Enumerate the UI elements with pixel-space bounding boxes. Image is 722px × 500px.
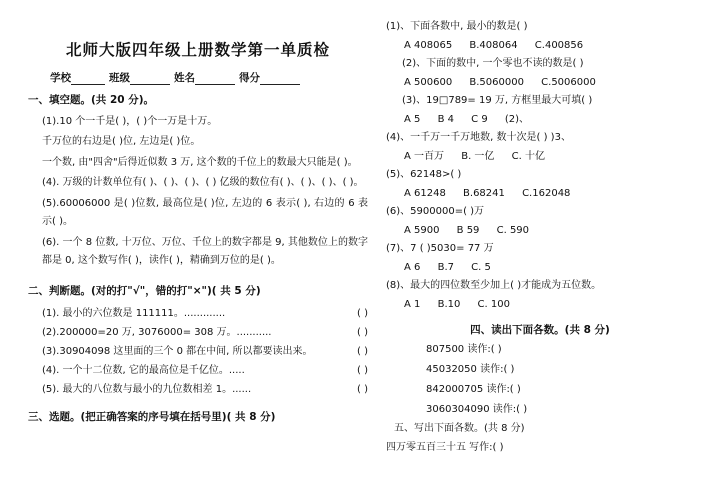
choice-2-option-a: A 500600 [404,76,453,88]
judge-item-3 [28,342,368,361]
choice-5-option-c: C.162048 [522,187,571,199]
choice-3-option-c: C 9 [471,113,488,125]
choice-item-6-options [386,222,694,241]
right-column [378,18,694,488]
judge-item-5 [28,380,368,399]
choice-8-option-a: A 1 [404,298,421,310]
fill-blank-item-6: (6). 一个 8 位数, 十万位、万位、千位上的数字都是 9, 其他数位上的数字都是 0, 这个数写作( )，读作( )，精确到万位的是( )。 [42,236,368,267]
choice-item-3-question: (3)、19□789= 19 万, 方框里最大可填( ) [402,95,593,106]
read-item-3: 842000705 读作:( ) [426,384,521,395]
choice-item-7-question: (7)、7 ( )5030= 77 万 [386,243,494,254]
judge-item-3-answer-blank: ( ) [357,345,368,357]
info-label-school: 学校 [50,72,71,84]
choice-6-option-a: A 5900 [404,224,440,236]
fill-blank-item-3: 一个数, 由"四舍"后得近似数 3 万, 这个数的千位上的数最大只能是( )。 [42,156,358,168]
judge-item-2-answer-blank: ( ) [357,326,368,338]
choice-2-option-c: C.5006000 [541,76,596,88]
judge-item-1-answer-blank: ( ) [357,307,368,319]
choice-item-5-question: (5)、62148>( ) [386,169,462,180]
choice-item-4-options [386,148,694,167]
fill-blank-item-2: 千万位的右边是( )位, 左边是( )位。 [42,136,201,148]
info-label-class: 班级 [109,72,130,84]
info-label-name: 姓名 [174,72,195,84]
choice-5-option-a: A 61248 [404,187,446,199]
judge-item-1 [28,304,368,323]
choice-item-3-options [386,111,694,130]
judge-item-3-text: (3).30904098 这里面的三个 0 都在中间, 所以都要读出来。 [42,345,313,357]
choice-6-option-b: B 59 [456,224,480,236]
info-blank-score [260,73,300,85]
choice-1-option-a: A 408065 [404,39,453,51]
choice-3-option-extra: (2)、 [504,113,530,125]
choice-item-6-question: (6)、5900000=( )万 [386,206,485,217]
choice-7-option-c: C. 5 [471,261,491,273]
info-field-score [239,70,300,85]
judge-item-5-answer-blank: ( ) [357,383,368,395]
write-item-1: 四万零五百三十五 写作:( ) [386,441,504,453]
info-field-school [50,70,105,85]
choice-4-option-b: B. 一亿 [461,150,495,162]
two-column-layout [28,18,694,488]
read-item-2: 45032050 读作:( ) [426,364,515,375]
choice-8-option-c: C. 100 [477,298,510,310]
choice-6-option-c: C. 590 [496,224,530,236]
info-label-score: 得分 [239,72,260,84]
info-blank-school [71,73,105,85]
section-heading-multiple-choice: 三、选题。(把正确答案的序号填在括号里)( 共 8 分) [28,410,276,423]
read-item-1: 807500 读作:( ) [426,344,502,355]
choice-item-1-question: (1)、下面各数中, 最小的数是( ) [386,21,528,32]
student-info-row [28,70,368,85]
judge-item-2-text: (2).200000=20 万, 3076000= 308 万。........... [42,326,272,338]
choice-4-option-c: C. 十亿 [511,150,545,162]
judge-item-2 [28,323,368,342]
judge-item-4-answer-blank: ( ) [357,364,368,376]
judge-item-4 [28,361,368,380]
section-heading-true-false: 二、判断题。(对的打"√"，错的打"×")( 共 5 分) [28,284,261,297]
left-column [28,18,378,488]
info-blank-name [195,73,235,85]
choice-1-option-c: C.400856 [534,39,584,51]
fill-blank-item-4: (4). 万级的计数单位有( )、( )、( )、( ) 亿级的数位有( )、( )、( )、( )。 [42,177,364,189]
choice-item-1-options [386,37,694,56]
choice-7-option-a: A 6 [404,261,421,273]
choice-8-option-b: B.10 [437,298,461,310]
page-title: 北师大版四年级上册数学第一单质检 [65,40,330,59]
choice-item-8-options [386,296,694,315]
choice-item-8-question: (8)、最大的四位数至少加上( )才能成为五位数。 [386,280,602,291]
judge-item-4-text: (4). 一个十二位数, 它的最高位是千亿位。..... [42,364,245,376]
choice-5-option-b: B.68241 [463,187,505,199]
choice-1-option-b: B.408064 [469,39,518,51]
choice-7-option-b: B.7 [437,261,454,273]
choice-2-option-b: B.5060000 [469,76,524,88]
choice-item-2-question: (2)、下面的数中, 一个零也不读的数是( ) [402,58,584,69]
section-heading-read-numbers: 四、读出下面各数。(共 8 分) [470,324,610,336]
choice-item-4-question: (4)、一千万一千万地数, 数十次是( ) )3、 [386,132,571,143]
fill-blank-item-5: (5).60006000 是( )位数, 最高位是( )位, 左边的 6 表示( ), 右边的 6 表示( )。 [42,197,368,228]
fill-blank-item-1: (1).10 个一千是( )，( )个一万是十万。 [42,115,218,127]
judge-item-5-text: (5). 最大的八位数与最小的九位数相差 1。...... [42,383,252,395]
info-field-class [109,70,170,85]
choice-item-5-options [386,185,694,204]
info-blank-class [130,73,170,85]
choice-item-2-options [386,74,694,93]
choice-3-option-a: A 5 [404,113,421,125]
choice-3-option-b: B 4 [437,113,454,125]
choice-4-option-a: A 一百万 [404,150,445,162]
section-heading-write-numbers: 五、写出下面各数。(共 8 分) [394,423,525,434]
section-heading-fill-blank: 一、填空题。(共 20 分)。 [28,94,155,106]
exam-sheet [28,18,694,488]
choice-item-7-options [386,259,694,278]
judge-item-1-text: (1). 最小的六位数是 111111。............. [42,307,226,319]
info-field-name [174,70,235,85]
read-item-4: 3060304090 读作:( ) [426,404,528,415]
